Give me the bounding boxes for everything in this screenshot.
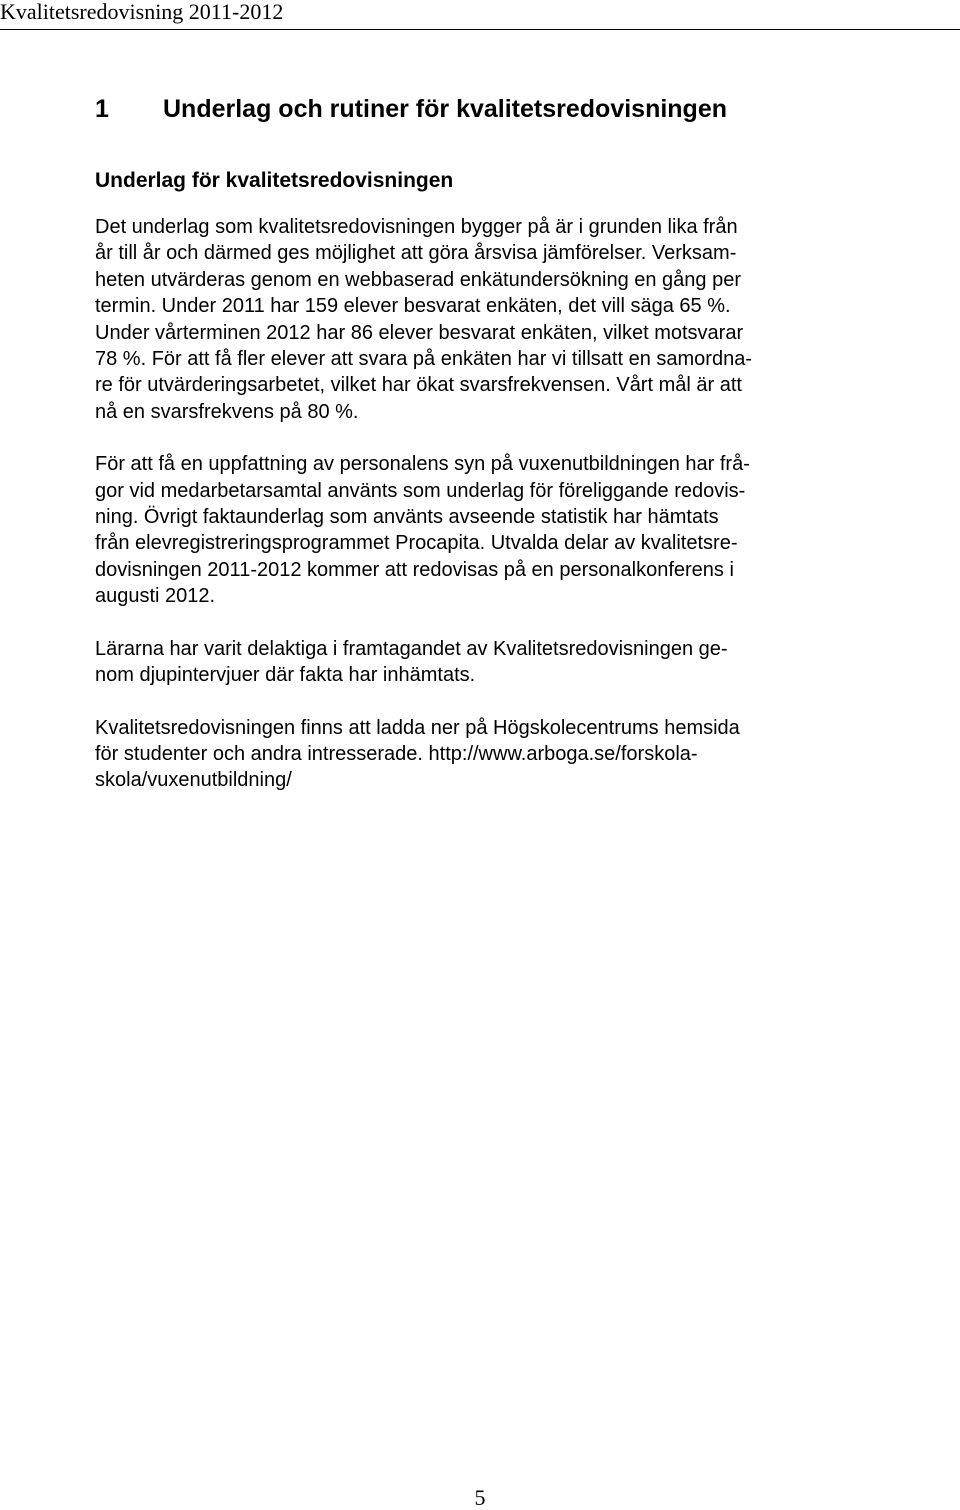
paragraph-line: termin. Under 2011 har 159 elever besvarat enkäten, det vill säga 65 %. (95, 295, 731, 318)
paragraph-line: år till år och därmed ges möjlighet att göra årsvisa jämförelser. Verksam- (95, 242, 737, 265)
paragraph-line: ning. Övrigt faktaunderlag som använts avseende statistik har hämtats (95, 506, 719, 529)
paragraph-download (95, 715, 855, 794)
running-header-title: Kvalitetsredovisning 2011-2012 (0, 0, 284, 24)
chapter-title: Underlag och rutiner för kvalitetsredovisningen (163, 95, 728, 123)
paragraph-line: heten utvärderas genom en webbaserad enkätundersökning en gång per (95, 268, 742, 291)
paragraph-line: 78 %. För att få fler elever att svara på enkäten har vi tillsatt en samordna- (95, 348, 752, 371)
chapter-heading (95, 94, 855, 124)
paragraph-line: nom djupintervjuer där fakta har inhämtats. (95, 664, 476, 687)
paragraph-line: För att få en uppfattning av personalens syn på vuxenutbildningen har frå- (95, 453, 750, 476)
paragraph-survey (95, 214, 855, 425)
paragraph-line: skola/vuxenutbildning/ (95, 769, 292, 792)
paragraph-line: Lärarna har varit delaktiga i framtagandet av Kvalitetsredovisningen ge- (95, 637, 728, 660)
page-content (95, 94, 855, 794)
paragraph-line: Kvalitetsredovisningen finns att ladda ner på Högskolecentrums hemsida (95, 716, 740, 739)
section-heading: Underlag för kvalitetsredovisningen (95, 169, 454, 192)
running-header (0, 0, 960, 30)
paragraph-line: för studenter och andra intresserade. http://www.arboga.se/forskola- (95, 742, 698, 765)
paragraph-line: från elevregistreringsprogrammet Procapita. Utvalda delar av kvalitetsre- (95, 532, 738, 555)
paragraph-teachers (95, 636, 855, 689)
paragraph-line: re för utvärderingsarbetet, vilket har ökat svarsfrekvensen. Vårt mål är att (95, 374, 742, 397)
paragraph-line: Det underlag som kvalitetsredovisningen bygger på är i grunden lika från (95, 216, 738, 238)
paragraph-line: augusti 2012. (95, 585, 216, 608)
paragraph-line: Under vårterminen 2012 har 86 elever besvarat enkäten, vilket motsvarar (95, 321, 744, 344)
paragraph-line: gor vid medarbetarsamtal använts som underlag för föreliggande redovis- (95, 479, 746, 502)
paragraph-staff (95, 451, 855, 609)
paragraph-line: nå en svarsfrekvens på 80 %. (95, 400, 359, 423)
chapter-number: 1 (95, 95, 109, 123)
paragraph-line: dovisningen 2011-2012 kommer att redovisas på en personalkonferens i (95, 558, 734, 581)
page-number: 5 (474, 1485, 486, 1510)
